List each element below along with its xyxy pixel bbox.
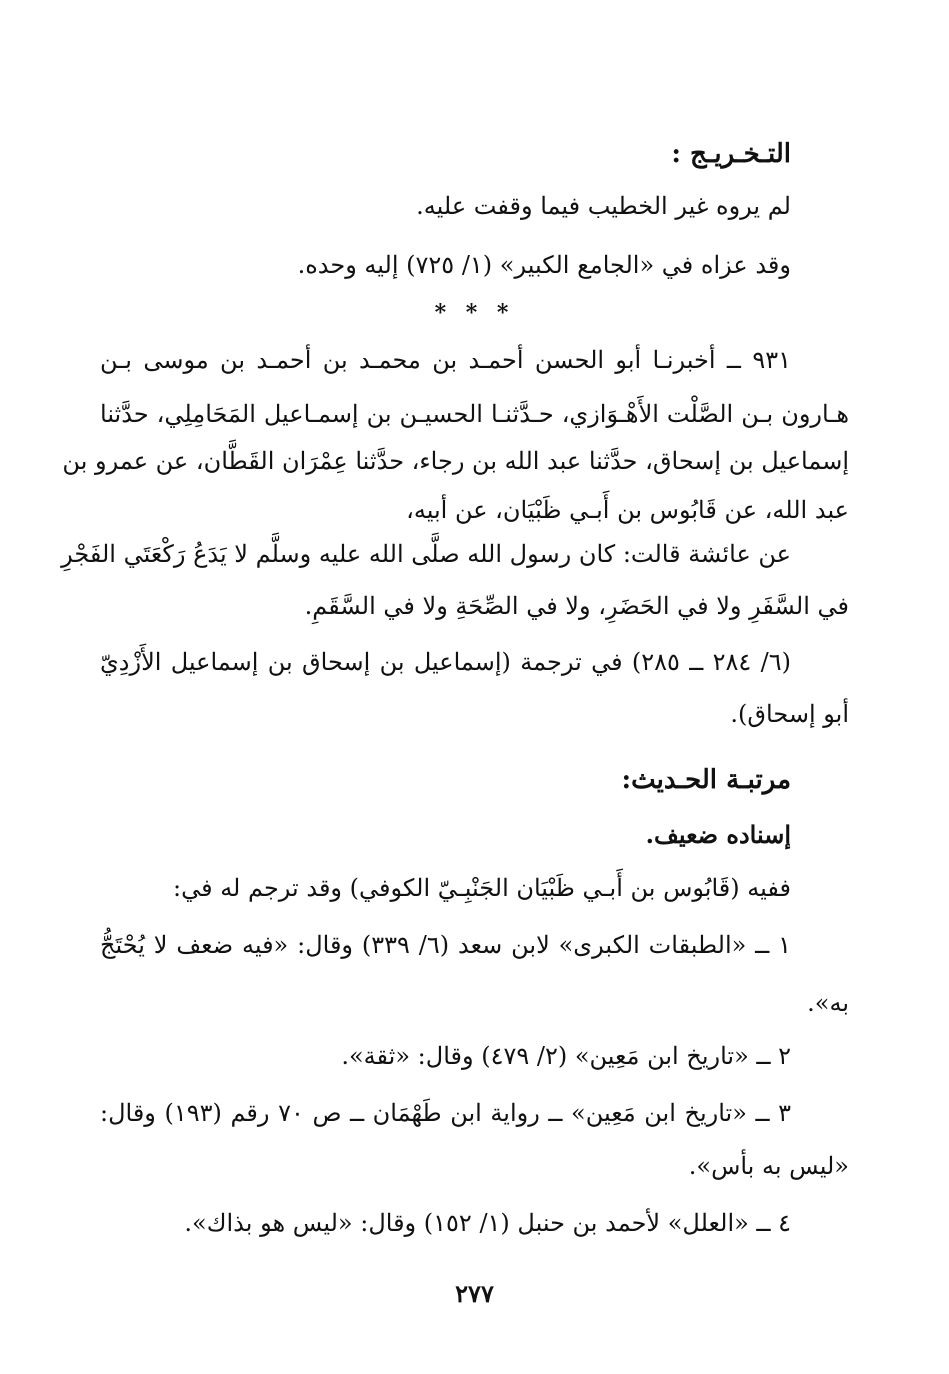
hadith-line-6: في السَّفَرِ ولا في الحَضَرِ، ولا في الصِّحَةِ ولا في السَّقَمِ.: [304, 592, 849, 620]
hadith-line-2: هـارون بـن الصَّلْت الأَهْـوَازي، حـدَّثنـا الحسيـن بن إسمـاعيل المَحَامِلِي، حدَّثنا: [100, 400, 849, 428]
isnad-grade: إسناده ضعيف.: [645, 820, 791, 849]
hadith-line-8: أبو إسحاق).: [730, 700, 849, 728]
hadith-line-5: عن عائشة قالت: كان رسول الله صلَّى الله عليه وسلَّم لا يَدَعُ رَكْعَتَي الفَجْرِ: [61, 540, 791, 568]
hadith-line-1: ٩٣١ ــ أخبرنـا أبو الحسن أحمـد بن محمـد بن أحمـد بن موسى بـن: [100, 346, 791, 374]
source-item-2: ٢ ــ «تاريخ ابن مَعِين» (٢/ ٤٧٩) وقال: «ثقة».: [341, 1042, 791, 1070]
source-item-1-line-1: ١ ــ «الطبقات الكبرى» لابن سعد (٦/ ٣٣٩) وقال: «فيه ضعف لا يُحْتَجُّ: [100, 931, 791, 959]
rutba-heading: مرتبـة الحـديث:: [621, 765, 791, 795]
source-item-3-line-1: ٣ ــ «تاريخ ابن مَعِين» ــ رواية ابن طَهْمَان ــ ص ٧٠ رقم (١٩٣) وقال:: [100, 1099, 792, 1127]
source-item-1-line-2: به».: [807, 989, 849, 1017]
rutba-intro: ففيه (قَابُوس بن أَبـي ظَبْيَان الجَنْبِـيّ الكوفي) وقد ترجم له في:: [173, 874, 791, 902]
takhrij-line-2: وقد عزاه في «الجامع الكبير» (١/ ٧٢٥) إليه وحده.: [297, 251, 791, 279]
source-item-3-line-2: «ليس به بأس».: [688, 1152, 849, 1180]
takhrij-heading: التـخـريـج :: [671, 139, 791, 169]
source-item-4: ٤ ــ «العلل» لأحمد بن حنبل (١/ ١٥٢) وقال: «ليس هو بذاك».: [184, 1209, 791, 1237]
hadith-line-4: عبد الله، عن قَابُوس بن أَبـي ظَبْيَان، عن أبيه،: [406, 496, 849, 524]
page-number: ٢٧٧: [455, 1279, 494, 1308]
takhrij-line-1: لم يروه غير الخطيب فيما وقفت عليه.: [416, 192, 791, 220]
hadith-line-7: (٦/ ٢٨٤ ــ ٢٨٥) في ترجمة (إسماعيل بن إسحاق بن إسماعيل الأَزْدِيّ: [100, 648, 791, 676]
hadith-line-3: إسماعيل بن إسحاق، حدَّثنا عبد الله بن رجاء، حدَّثنا عِمْرَان القَطَّان، عن عمرو بن: [62, 447, 849, 475]
section-separator: * * *: [434, 300, 515, 326]
